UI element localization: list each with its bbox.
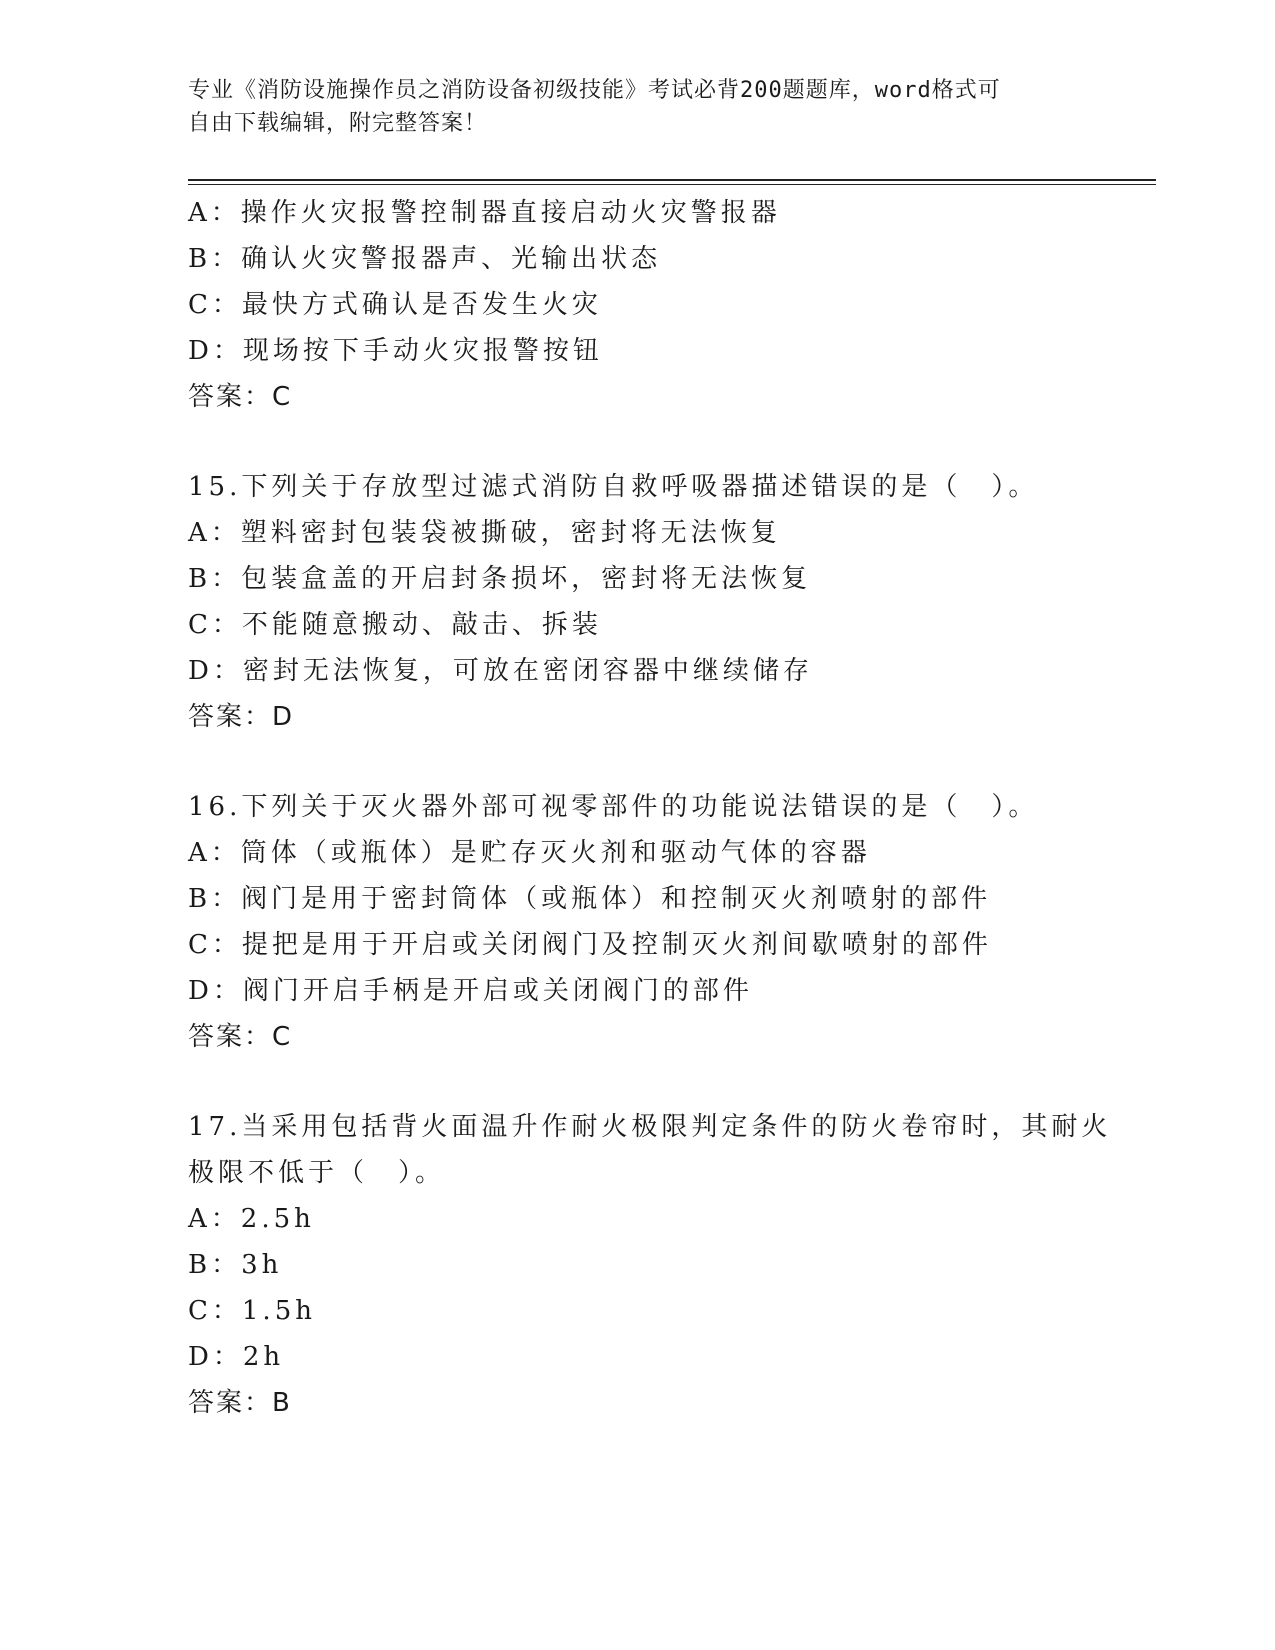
option-c: C：最快方式确认是否发生火灾 [188, 290, 602, 320]
header-line-1: 专业《消防设施操作员之消防设备初级技能》考试必背200题题库，word格式可 [188, 78, 1001, 103]
answer-line: 答案：D [188, 702, 295, 732]
question-17 [188, 1104, 1112, 1426]
question-content [188, 190, 1112, 1426]
option-a: A：筒体（或瓶体）是贮存灭火剂和驱动气体的容器 [188, 838, 871, 868]
header-rule-thick [188, 179, 1156, 181]
option-c: C：提把是用于开启或关闭阀门及控制灭火剂间歇喷射的部件 [188, 930, 992, 960]
header-line-2: 自由下载编辑，附完整答案！ [188, 111, 488, 136]
answer-line: 答案：C [188, 382, 293, 412]
question-15 [188, 464, 1088, 740]
answer-line: 答案：C [188, 1022, 293, 1052]
option-c: C：不能随意搬动、敲击、拆装 [188, 610, 602, 640]
option-a: A：塑料密封包装袋被撕破，密封将无法恢复 [188, 518, 781, 548]
option-b: B：包装盒盖的开启封条损坏，密封将无法恢复 [188, 564, 812, 594]
question-title-line-2: 极限不低于（ ）。 [188, 1158, 446, 1188]
question-title-line-1: 17.当采用包括背火面温升作耐火极限判定条件的防火卷帘时，其耐火 [188, 1112, 1112, 1142]
option-a: A：2.5h [188, 1204, 315, 1234]
option-b: B：3h [188, 1250, 283, 1280]
carry-over-question [188, 190, 1088, 420]
answer-line: 答案：B [188, 1388, 292, 1418]
question-16 [188, 784, 1088, 1060]
option-d: D：2h [188, 1342, 285, 1372]
option-b: B：阀门是用于密封筒体（或瓶体）和控制灭火剂喷射的部件 [188, 884, 992, 914]
option-c: C：1.5h [188, 1296, 316, 1326]
option-a: A：操作火灾报警控制器直接启动火灾警报器 [188, 198, 781, 228]
option-d: D：密封无法恢复，可放在密闭容器中继续储存 [188, 656, 813, 686]
option-d: D：现场按下手动火灾报警按钮 [188, 336, 603, 366]
option-d: D：阀门开启手柄是开启或关闭阀门的部件 [188, 976, 753, 1006]
header-rule-thin [188, 184, 1156, 185]
question-title: 15.下列关于存放型过滤式消防自救呼吸器描述错误的是（ ）。 [188, 472, 1039, 502]
option-b: B：确认火灾警报器声、光输出状态 [188, 244, 662, 274]
question-title: 16.下列关于灭火器外部可视零部件的功能说法错误的是（ ）。 [188, 792, 1039, 822]
document-header [188, 74, 1088, 140]
